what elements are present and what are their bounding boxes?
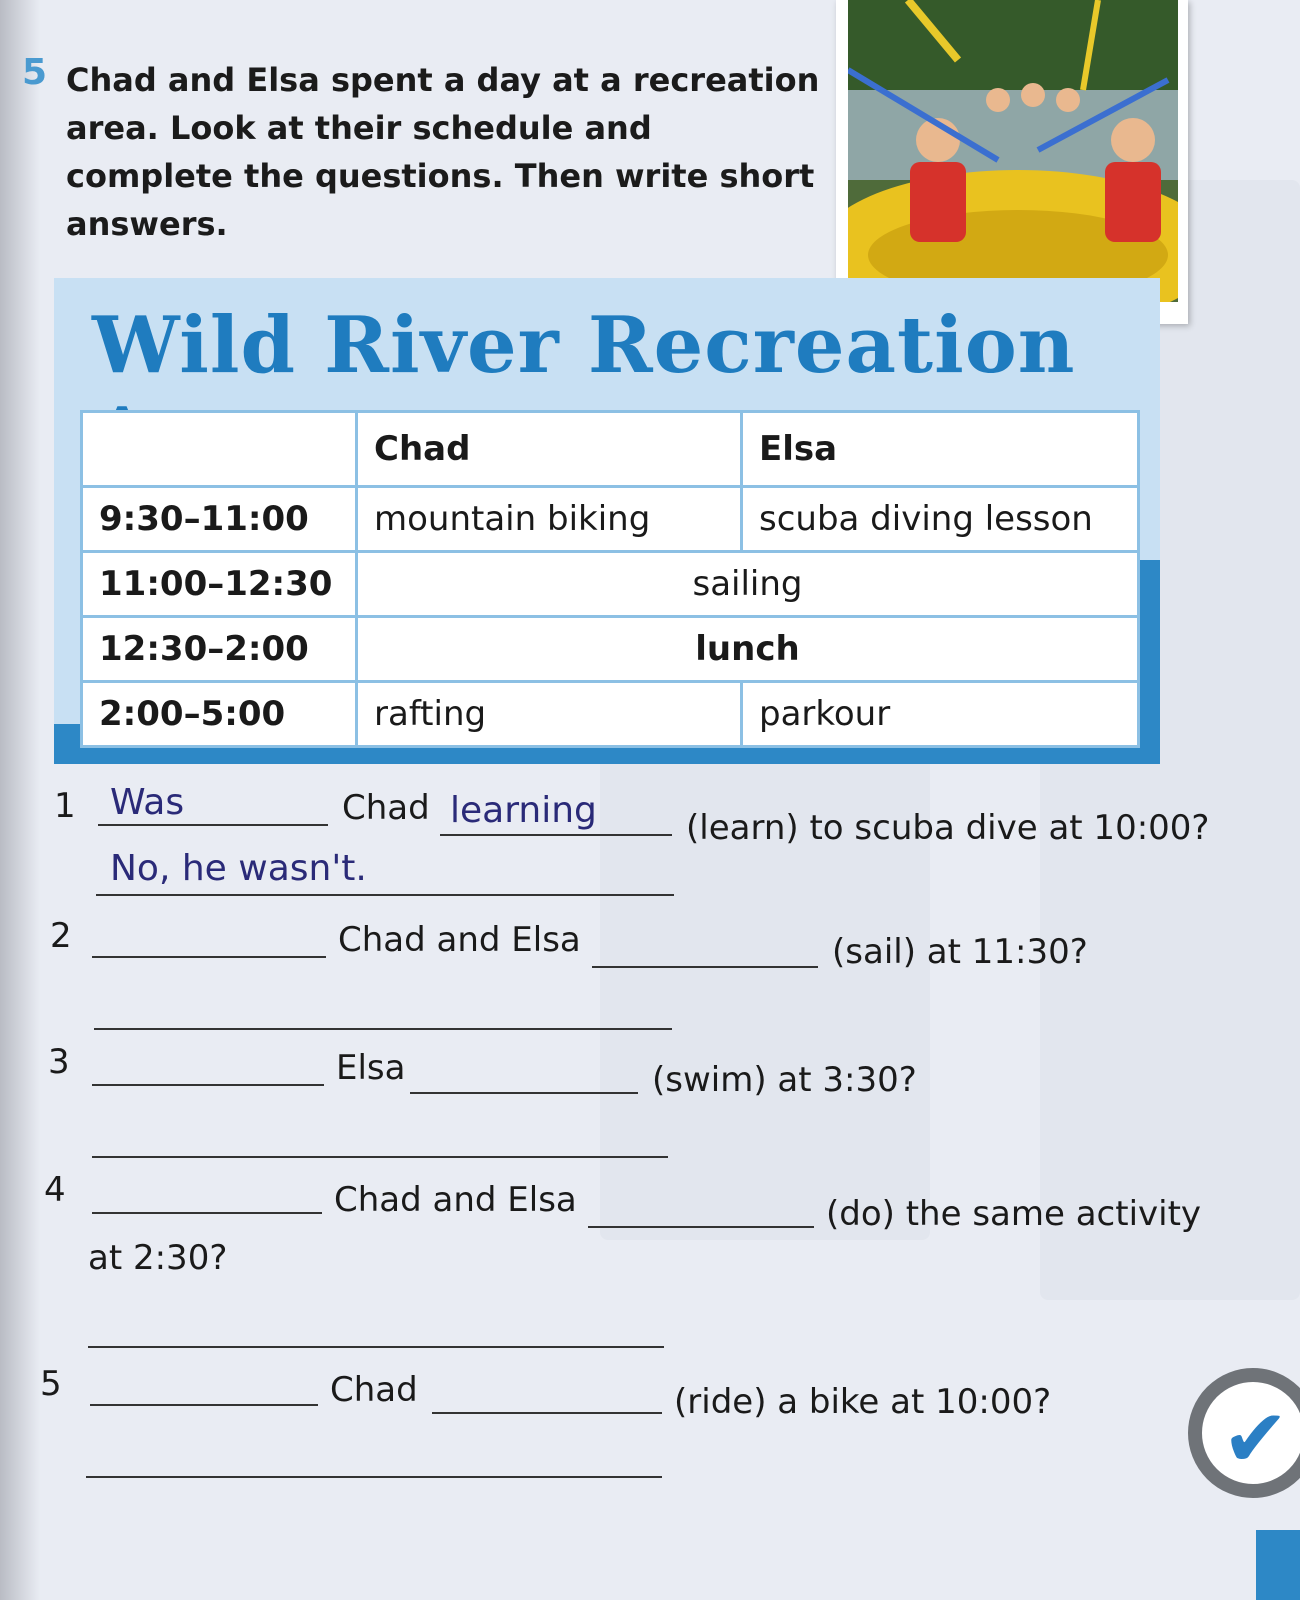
question-prompt: (ride) a bike at 10:00? <box>674 1382 1052 1422</box>
table-cell-time: 11:00–12:30 <box>82 552 357 617</box>
table-cell-time: 12:30–2:00 <box>82 617 357 682</box>
table-cell-shared: lunch <box>357 617 1139 682</box>
answer-blank[interactable] <box>592 922 818 968</box>
question-prompt: (learn) to scuba dive at 10:00? <box>686 808 1210 848</box>
checkmark-badge <box>1188 1368 1300 1498</box>
question-number: 5 <box>40 1364 62 1404</box>
exercise-instructions: Chad and Elsa spent a day at a recreation area. Look at their schedule and complete the questions. Then write short answers. <box>66 61 820 243</box>
question-prompt: (do) the same activity <box>826 1194 1202 1234</box>
handwritten-short-answer: No, he wasn't. <box>110 848 367 889</box>
schedule-table <box>80 410 1140 748</box>
question-prompt: (sail) at 11:30? <box>832 932 1088 972</box>
rafting-photo-illustration <box>848 0 1178 302</box>
table-cell-chad: rafting <box>357 682 742 747</box>
table-header-cell: Elsa <box>742 412 1139 487</box>
table-header-cell <box>82 412 357 487</box>
question-number: 3 <box>48 1042 70 1082</box>
short-answer-blank[interactable] <box>88 1302 664 1348</box>
rafting-photo <box>836 0 1188 324</box>
table-header-cell: Chad <box>357 412 742 487</box>
question-subject: Chad and Elsa <box>338 920 581 960</box>
exercise-number: 5 <box>22 52 48 93</box>
handwritten-answer: Was <box>110 782 185 823</box>
short-answer-blank[interactable] <box>86 1432 662 1478</box>
question-subject: Chad and Elsa <box>334 1180 577 1220</box>
answer-blank[interactable] <box>410 1048 638 1094</box>
question-number: 2 <box>50 916 72 956</box>
question-subject: Elsa <box>336 1048 406 1088</box>
answer-blank[interactable] <box>92 1168 322 1214</box>
question-continuation: at 2:30? <box>88 1238 228 1278</box>
table-row <box>82 487 1139 552</box>
schedule-title: Wild River Recreation <box>92 300 1076 391</box>
question-prompt: (swim) at 3:30? <box>652 1060 917 1100</box>
table-cell-time: 9:30–11:00 <box>82 487 357 552</box>
table-row <box>82 617 1139 682</box>
table-header-row <box>82 412 1139 487</box>
answer-blank[interactable] <box>90 1360 318 1406</box>
question-number: 4 <box>44 1170 66 1210</box>
short-answer-blank[interactable] <box>92 1112 668 1158</box>
table-row <box>82 682 1139 747</box>
answer-blank[interactable] <box>432 1368 662 1414</box>
table-cell-elsa: parkour <box>742 682 1139 747</box>
question-number: 1 <box>54 786 76 826</box>
short-answer-blank[interactable] <box>94 984 672 1030</box>
checkmark-icon: ✔ <box>1222 1392 1290 1485</box>
question-subject: Chad <box>330 1370 418 1410</box>
answer-blank[interactable] <box>588 1182 814 1228</box>
table-cell-chad: mountain biking <box>357 487 742 552</box>
answer-blank[interactable] <box>92 1040 324 1086</box>
page-gutter-shadow <box>0 0 40 1600</box>
page-corner-tab <box>1256 1530 1300 1600</box>
answer-blank[interactable] <box>92 912 326 958</box>
table-cell-time: 2:00–5:00 <box>82 682 357 747</box>
table-cell-elsa: scuba diving lesson <box>742 487 1139 552</box>
table-row <box>82 552 1139 617</box>
table-cell-shared: sailing <box>357 552 1139 617</box>
question-subject: Chad <box>342 788 430 828</box>
handwritten-answer: learning <box>450 790 597 831</box>
